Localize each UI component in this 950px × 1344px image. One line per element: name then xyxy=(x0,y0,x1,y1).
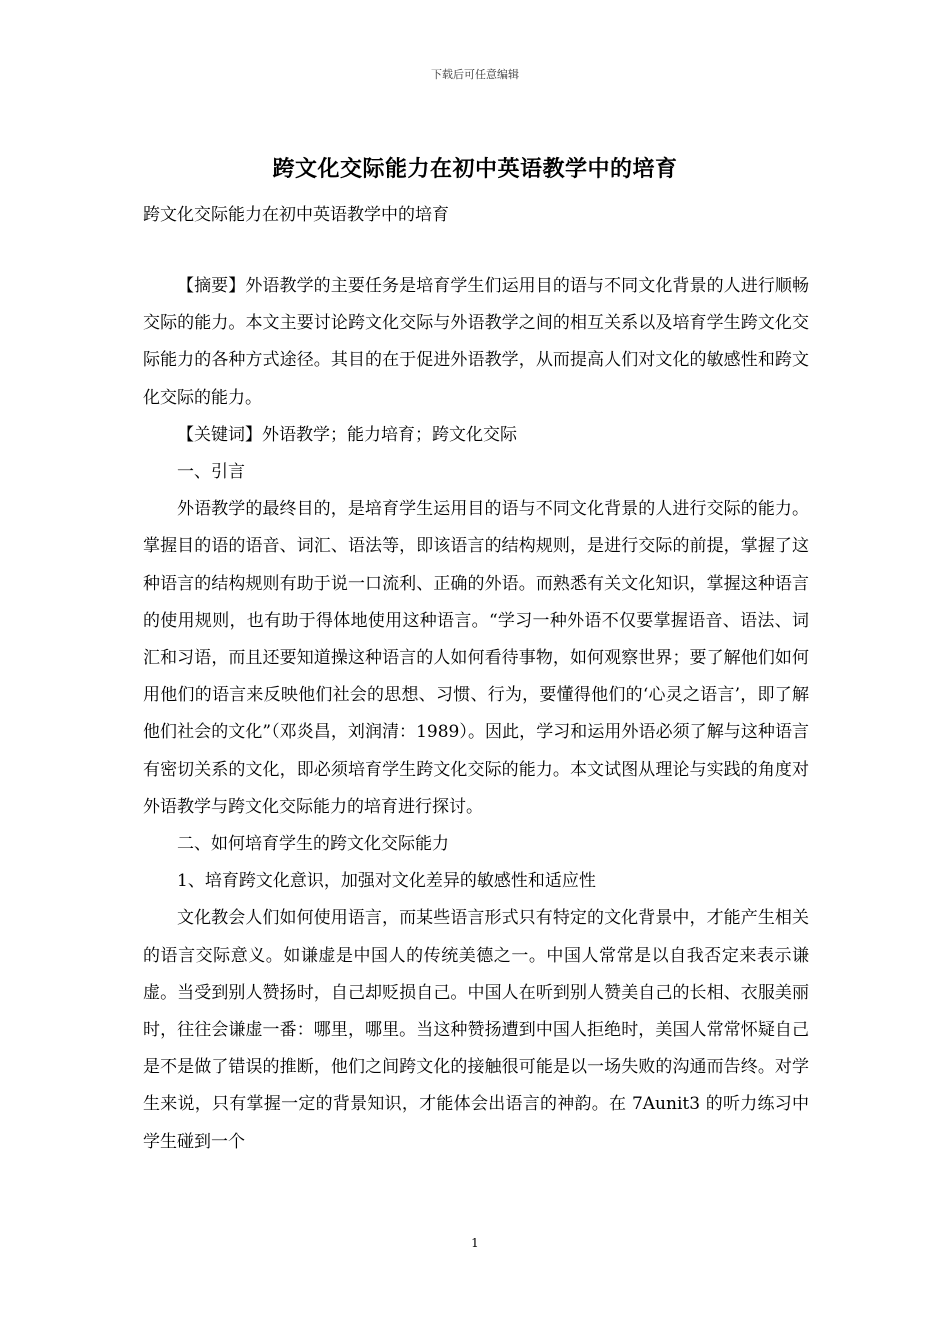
subsection-heading: 1、培育跨文化意识，加强对文化差异的敏感性和适应性 xyxy=(177,871,596,892)
section-heading-methods: 二、如何培育学生的跨文化交际能力 xyxy=(177,834,449,855)
section-heading-intro: 一、引言 xyxy=(177,462,245,483)
page-number: 1 xyxy=(471,1236,479,1250)
document-body xyxy=(143,268,809,1161)
keywords-paragraph: 【关键词】外语教学；能力培育；跨文化交际 xyxy=(177,424,517,445)
subtitle: 跨文化交际能力在初中英语教学中的培育 xyxy=(143,205,449,225)
abstract-paragraph: 【摘要】外语教学的主要任务是培育学生们运用目的语与不同文化背景的人进行顺畅交际的能力。本文主要讨论跨文化交际与外语教学之间的相互关系以及培育学生跨文化交际能力的各种方式途径。其目的在于促进外语教学，从而提高人们对文化的敏感性和跨文化交际的能力。 xyxy=(143,276,809,408)
body-paragraph: 外语教学的最终目的，是培育学生运用目的语与不同文化背景的人进行交际的能力。掌握目的语的语音、词汇、语法等，即该语言的结构规则，是进行交际的前提，掌握了这种语言的结构规则有助于说一口流利、正确的外语。而熟悉有关文化知识，掌握这种语言的使用规则，也有助于得体地使用这种语言。“学习一种外语不仅要掌握语音、语法、词汇和习语，而且还要知道操这种语言的人如何看待事物，如何观察世界；要了解他们如何用他们的语言来反映他们社会的思想、习惯、行为，要懂得他们的‘心灵之语言’，即了解他们社会的文化”（邓炎昌，刘润清：1989）。因此，学习和运用外语必须了解与这种语言有密切关系的文化，即必须培育学生跨文化交际的能力。本文试图从理论与实践的角度对外语教学与跨文化交际能力的培育进行探讨。 xyxy=(143,499,809,817)
page-title: 跨文化交际能力在初中英语教学中的培育 xyxy=(272,156,678,182)
body-paragraph: 文化教会人们如何使用语言，而某些语言形式只有特定的文化背景中，才能产生相关的语言交际意义。如谦虚是中国人的传统美德之一。中国人常常是以自我否定来表示谦虚。当受到别人赞扬时，自己却贬损自己。中国人在听到别人赞美自己的长相、衣服美丽时，往往会谦虚一番：哪里，哪里。当这种赞扬遭到中国人拒绝时，美国人常常怀疑自己是不是做了错误的推断，他们之间跨文化的接触很可能是以一场失败的沟通而告终。对学生来说，只有掌握一定的背景知识，才能体会出语言的神韵。在 7Aunit3 的听力练习中学生碰到一个 xyxy=(143,908,809,1152)
header-note: 下载后可任意编辑 xyxy=(431,68,519,81)
